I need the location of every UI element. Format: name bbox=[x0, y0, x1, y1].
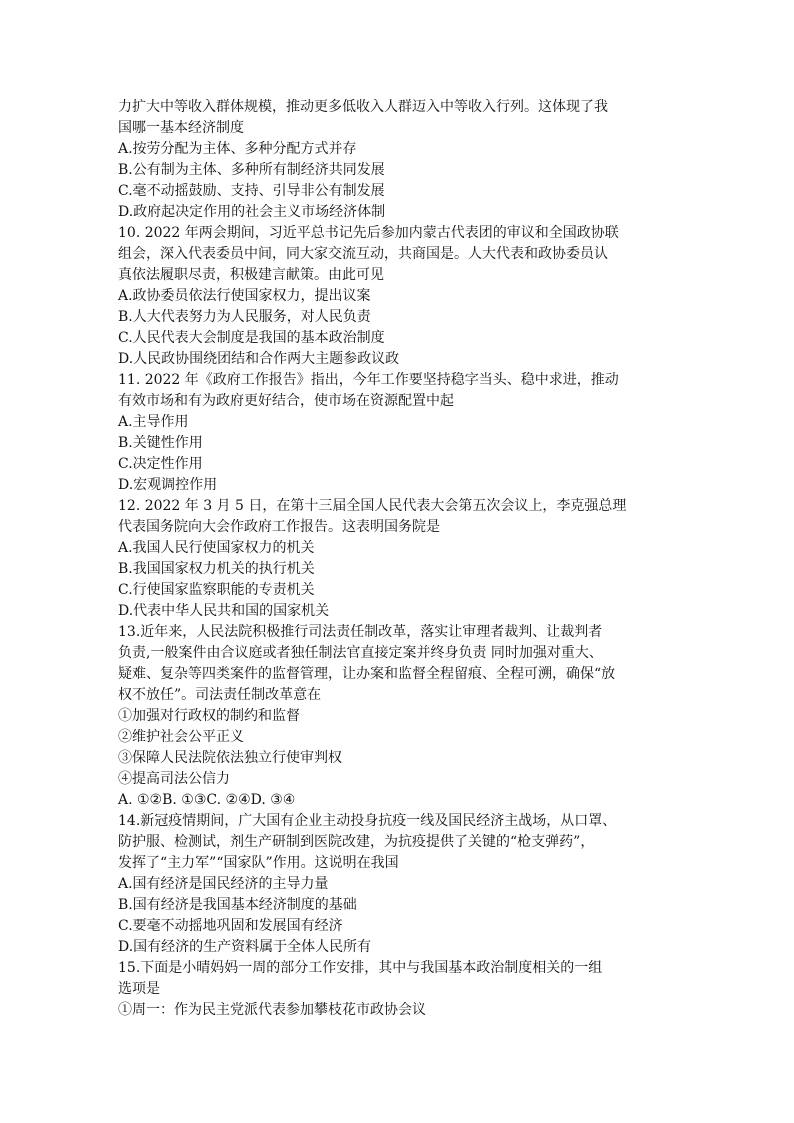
statement-4: ④提高司法公信力 bbox=[118, 771, 230, 787]
option-d: D.政府起决定作用的社会主义市场经济体制 bbox=[118, 204, 386, 220]
statement-3: ③保障人民法院依法独立行使审判权 bbox=[118, 750, 342, 766]
statement-1: ①周一：作为民主党派代表参加攀枝花市政协会议 bbox=[118, 1002, 426, 1018]
question-stem-line: 10. 2022 年两会期间，习近平总书记先后参加内蒙古代表团的审议和全国政协联 bbox=[118, 225, 619, 241]
question-stem-line: 力扩大中等收入群体规模，推动更多低收入人群迈入中等收入行列。这体现了我 bbox=[118, 99, 608, 115]
question-11 bbox=[118, 370, 688, 496]
option-d: D.国有经济的生产资料属于全体人民所有 bbox=[118, 939, 372, 955]
exam-page bbox=[118, 97, 688, 1021]
question-14 bbox=[118, 811, 688, 958]
option-d: D.人民政协围绕团结和合作两大主题参政议政 bbox=[118, 351, 400, 367]
question-stem-line: 13.近年来，人民法院积极推行司法责任制改革，落实让审理者裁判、让裁判者 bbox=[118, 624, 603, 640]
question-stem-line: 组会，深入代表委员中间，同大家交流互动，共商国是。人大代表和政协委员认 bbox=[118, 246, 608, 262]
option-d: D.代表中华人民共和国的国家机关 bbox=[118, 603, 330, 619]
option-b: B.人大代表努力为人民服务，对人民负责 bbox=[118, 309, 371, 325]
option-c: C.人民代表大会制度是我国的基本政治制度 bbox=[118, 330, 385, 346]
option-a: A.我国人民行使国家权力的机关 bbox=[118, 540, 315, 556]
question-12 bbox=[118, 496, 688, 622]
question-stem-line: 14.新冠疫情期间，广大国有企业主动投身抗疫一线及国民经济主战场，从口罩、 bbox=[118, 813, 617, 829]
question-9 bbox=[118, 97, 688, 223]
option-c: C.行使国家监察职能的专责机关 bbox=[118, 582, 315, 598]
question-stem-line: 国哪一基本经济制度 bbox=[118, 120, 244, 136]
question-stem-line: 有效市场和有为政府更好结合，使市场在资源配置中起 bbox=[118, 393, 454, 409]
option-combinations: A. ①②B. ①③C. ②④D. ③④ bbox=[118, 792, 296, 808]
option-c: C.毫不动摇鼓励、支持、引导非公有制发展 bbox=[118, 183, 385, 199]
question-stem-line: 权不放任”。司法责任制改革意在 bbox=[118, 687, 322, 703]
question-stem-line: 疑难、复杂等四类案件的监督管理，让办案和监督全程留痕、全程可溯，确保“放 bbox=[118, 666, 616, 682]
statement-2: ②维护社会公平正义 bbox=[118, 729, 244, 745]
question-stem-line: 负责,一般案件由合议庭或者独任制法官直接定案并终身负责 同时加强对重大、 bbox=[118, 645, 603, 661]
question-stem-line: 发挥了“主力军”“国家队”作用。这说明在我国 bbox=[118, 855, 399, 871]
option-b: B.我国国家权力机关的执行机关 bbox=[118, 561, 315, 577]
option-a: A.国有经济是国民经济的主导力量 bbox=[118, 876, 329, 892]
option-b: B.公有制为主体、多种所有制经济共同发展 bbox=[118, 162, 385, 178]
option-b: B.关键性作用 bbox=[118, 435, 203, 451]
option-a: A.按劳分配为主体、多种分配方式并存 bbox=[118, 141, 357, 157]
question-15 bbox=[118, 958, 688, 1021]
option-d: D.宏观调控作用 bbox=[118, 477, 218, 493]
question-stem-line: 选项是 bbox=[118, 981, 160, 997]
question-stem-line: 代表国务院向大会作政府工作报告。这表明国务院是 bbox=[118, 519, 440, 535]
question-10 bbox=[118, 223, 688, 370]
question-stem-line: 防护服、检测试，剂生产研制到医院改建，为抗疫提供了关键的“枪支弹药”， bbox=[118, 834, 595, 850]
question-stem-line: 12. 2022 年 3 月 5 日，在第十三届全国人民代表大会第五次会议上，李克强总理 bbox=[118, 498, 627, 514]
option-c: C.决定性作用 bbox=[118, 456, 203, 472]
option-b: B.国有经济是我国基本经济制度的基础 bbox=[118, 897, 357, 913]
option-a: A.主导作用 bbox=[118, 414, 189, 430]
option-a: A.政协委员依法行使国家权力，提出议案 bbox=[118, 288, 371, 304]
statement-1: ①加强对行政权的制约和监督 bbox=[118, 708, 300, 724]
question-13 bbox=[118, 622, 688, 811]
question-stem-line: 11. 2022 年《政府工作报告》指出，今年工作要坚持稳字当头、稳中求进，推动 bbox=[118, 372, 619, 388]
question-stem-line: 15.下面是小晴妈妈一周的部分工作安排，其中与我国基本政治制度相关的一组 bbox=[118, 960, 603, 976]
question-stem-line: 真依法履职尽责，积极建言献策。由此可见 bbox=[118, 267, 384, 283]
option-c: C.要毫不动摇地巩固和发展国有经济 bbox=[118, 918, 343, 934]
